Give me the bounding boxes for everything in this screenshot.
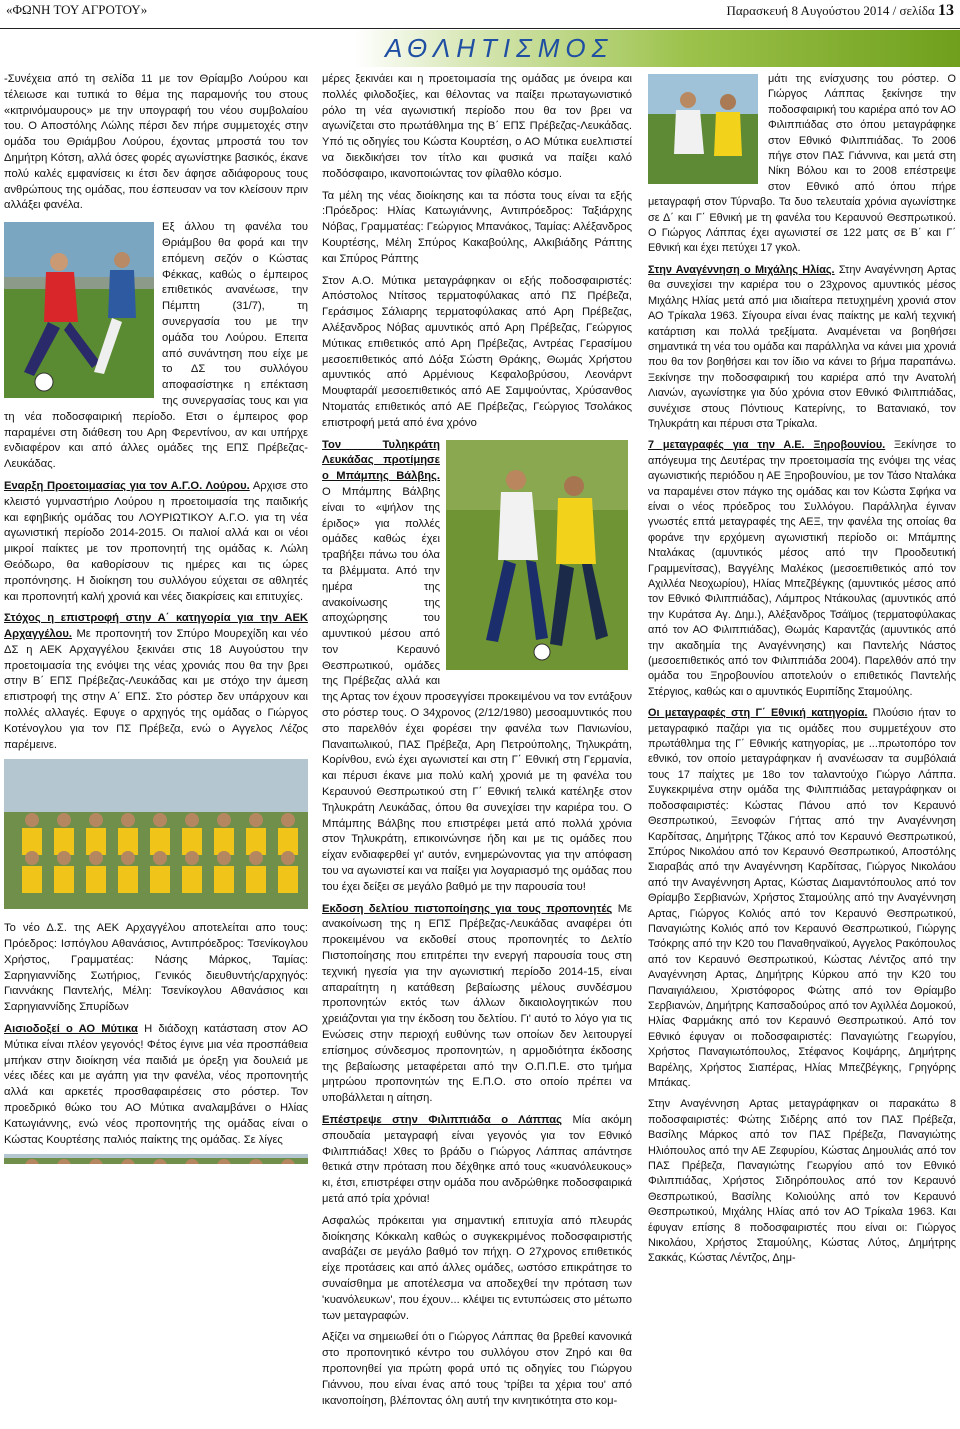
article-text: Ξεκίνησε το απόγευμα της Δευτέρας την προετοιμασία της ενόψει της νέας αγωνιστικής περιόδου η ΑΕ Ξηροβουνίου, με τον Τάσο Νταλάκα να παραμένει στον πάγκο της ομάδας και τον Κώστα Σφήκα να είναι ο νέος πρόεδρος του Συλλόγου. Παράλληλα έγιναν γνωστές επτά μεταγραφές της ΑΕΞ, την φανέλα της οποίας θα φοράνε την ερχόμενη αγωνιστική περίοδο οι: Μπάμπης Νταλάκας (αμυντικός μέσος από την Προοδευτική Γραμμενίτσας), Βαγγέλης Μαλέκος (μεσοεπιθετικός από τον Αχιλλέα Νεοχωρίου), Ηλίας Μπεζβέγκης (αμυντικός μέσος από τον Εθνικό Φιλιππιάδας), Λάμπρος Ντάκουλας (αμυντικός από την Κυράτσα Αγ. Δημ.), Αλέξανδρος Τσάϊμος (τερματοφύλακας από τον ΑΟ Φιλιππιάδας), Θωμάς Καραντζάς (αμυντικός από την ακαδημία της Αναγέννησης) και Παντελής Νάστος (μεσοεπιθετικός από τον Φιλιππιάδα 2004). Παρελθόν από την ομάδα του Ξηροβουνίου αποτελούν ο επιθετικός Παντελής Στέργιος, καθώς και ο αμυντικός Ευριπίδης Σταμούλης. <box>648 439 956 698</box>
article-text: Η διάδοχη κατάσταση στον ΑΟ Μύτικα είναι πλέον γεγονός! Φέτος έγινε μια νέα προσπάθεια μπήκαν στην διοίκηση νέα παιδιά με όρεξη για δουλειά με νέες ιδέες και με αγάπη για την φανέλα, νέος προπονητής αλλά και αρκετές προσθαφαιρέσεις στο ρόστερ. Τον προεδρικό θώκο του ΑΟ Μύτικα αναλαμβάνει ο Ηλίας Κατωγιάννης, ενώ νέος προπονητής της ομάδας είναι ο Κώστας Κουρτέσης παλιός παίκτης της ομάδας. Σε λίγες <box>4 1023 308 1146</box>
headline: Εναρξη Προετοιμασίας για τον Α.Γ.Ο. Λούρου. <box>4 479 250 492</box>
article-paragraph <box>4 611 308 753</box>
soccer-player-image <box>648 74 758 184</box>
team-photo-aek-2 <box>4 1154 308 1170</box>
section-title: ΑΘΛΗΤΙΣΜΟΣ <box>385 33 614 63</box>
section-banner <box>355 30 960 67</box>
headline: 7 μεταγραφές για την Α.Ε. Ξηροβουνίου. <box>648 439 886 452</box>
headline: Οι μεταγραφές στη Γ΄ Εθνική κατηγορία. <box>648 707 868 720</box>
article-paragraph: -Συνέχεια από τη σελίδα 11 με τον Θρίαμβο Λούρου και τέλειωσε και τυπικά το θέμα της παραμονής του στους «κιτρινόμαυρους» με την υπογραφή του νέου συμβολαίου του. Ο Αποστόλης Λώλης πέρσι δεν πήρε συμμετοχές στην ομάδα του Θριάμβου Λούρου, έχοντας μπροστά του τον Δημήτρη Κότση, αλλά όσες φορές αγωνίστηκε βασικός, έκανε πολύ καλές εμφανίσεις κι έτσι δεν άφησε αδιάφορους τους ανθρώπους της ομάδας, που έσπευσαν να τον κλείσουν πριν αλλάξει φανέλα. <box>4 73 308 212</box>
article-text: Αρχισε στο κλειστό γυμναστήριο Λούρου η προετοιμασία της παιδικής και εφηβικής ομάδας του ΛΟΥΡΙΩΤΙΚΟΥ Α.Γ.Ο. για τη νέα αγωνιστική περίοδο 2014-2015. Οι παλιοί αλλά και οι νέοι μικροί παίκτες με τον προπονητή της ομάδας κ. Λώλη Θεόδωρο, θα καθορίσουν τις ημέρες και τις ώρες προπόνησης. Η διοίκηση του συλλόγου εύχεται σε αθλητές και προπονητή καλή χρονιά και νέες διακρίσεις και επιτυχίες. <box>4 479 308 603</box>
article-text: Στην Αναγέννηση Αρτας θα συνεχίσει την καριέρα του ο 23χρονος αμυντικός μέσος Μιχάλης Ηλίας μετά από μια ιδιαίτερα πετυχημένη χρονιά στον ΑΟ Τρίκαλα 1963. Σίγουρα είναι ένας παίκτης με καλή τεχνική κατάρτιση και πολλά τρεξίματα. Αναμένεται να βοηθήσει σημαντικά τη νέα του ομάδα και παράλληλα να κάνει μια χρονιά που θα τον βοηθήσει και τον ίδιο να κάνει το βήμα παραπάνω. Ξεκίνησε την ποδοσφαιρική του καριέρα από την Ανατολή Λιανών, αγωνίστηκε για δύο χρόνια στον Εθνικό Φιλιππιάδας, συνέχισε στους Πόντιους Κατερίνης, το Βατανιακό, τον Τηλυκράτη και πέρυσι στα Τρίκαλα. <box>648 263 956 430</box>
article-paragraph <box>648 438 956 700</box>
article-paragraph: μέρες ξεκινάει και η προετοιμασία της ομάδας με όνειρα και πολλές φιλοδοξίες, και θέλοντας να παίξει πρωταγωνιστικό ρόλο τη νέα αγωνιστική περίοδο που θα τον βρει να αγωνίζεται στο πρωτάθλημα της Β΄ ΕΠΣ Πρέβεζας-Λευκάδας. Υπό τις οδηγίες του Κώστα Κουρτέση, ο ΑΟ Μύτικα ευελπιστεί να διεκδικήσει τον τίτλο και φυσικά να παίξει καλό ποδόσφαιρο, ικανοποιώντας τον φίλαθλο κόσμο. <box>322 73 632 180</box>
player-photo <box>648 74 762 186</box>
article-paragraph: Στον Α.Ο. Μύτικα μεταγράφηκαν οι εξής ποδοσφαιριστές: Απόστολος Ντίτσος τερματοφύλακας από ΠΣ Πρέβεζα, Γεράσιμος Σάλιαρης τερματοφύλακας από Αρη Πρέβεζας, Αλέξανδρος Νόβας αμυντικός από Αρη Πρέβεζας, Γεώργιος Μύτικας επιθετικός από Αρη Πρέβεζας, Αντρέας Γερασίμου μεσοεπιθετικός από Δόξα Σώστη Θράκης, Θωμάς Χρήστου αμυντικός από Αρμένιους Κεφαλοβρύσου, Λεονάρντ Μουφταράϊ μεσοεπιθετικός από ΑΕ Σαμψούντας, Χρύσανθος Ντοματάς επιθετικός από ΑΕ Πρέβεζας, Γεώργιος Τσολάκος επιστροφή μετά από ένα χρόνο <box>322 274 632 429</box>
soccer-duel-image <box>446 440 628 670</box>
column-1 <box>4 72 308 1176</box>
article-paragraph: μάτι της ενίσχυσης του ρόστερ. Ο Γιώργος Λάππας ξεκίνησε την ποδοσφαιρική του καριέρα από τον ΑΟ Φιλιππιάδας στο όπου μεταγράφηκε στον Εθνικό Φιλιππιάδας. Το 2006 πήγε στον ΠΑΣ Γιάννινα, και μετά στη Νίκη Βόλου και το 2008 επέστρεψε στον Εθνικό από όπου πήρε μεταγραφή στον Τύρναβο. Τα δυο τελευταία χρόνια αγωνίστηκε σε Δ΄ και Γ΄ Εθνική με τη φανέλα του Κεραυνού Θεσπρωτικού. Ο Γιώργος Λάππας έχει αγωνιστεί σε 122 ματς σε Β΄ και Γ΄ Εθνική και έχει πετύχει 17 γκολ. <box>648 73 956 255</box>
headline: Επέστρεψε στην Φιλιππιάδα ο Λάππας <box>322 1114 562 1126</box>
page-date-info <box>726 2 954 20</box>
article-paragraph: Ασφαλώς πρόκειται για σημαντική επιτυχία από πλευράς διοίκησης Κόκκαλη καθώς ο συγκεκριμένος ποδοσφαιριστής αναβάζει σε μεγάλο βαθμό τον πήχη. Ο 27χρονος επιθετικός είχε προτάσεις και από άλλες ομάδες, ωστόσο επικράτησε το συναίσθημα με αποτέλεσμα να αποδεχθεί την πρόταση των 'κυανόλευκων', που έχουν... κλέψει τις εντυπώσεις στο μέτωπο των μεταγραφών. <box>322 1214 632 1322</box>
player-photo <box>4 222 154 400</box>
article-text: Με ανακοίνωση της η ΕΠΣ Πρέβεζας-Λευκάδας αναφέρει ότι προκειμένου να εκδοθεί στους προπονητές το Δελτίο Πιστοποίησης που επιτρέπει την ενεργή παρουσία τους στη τεχνική ηγεσία για την αγωνιστική περίοδο 2014-15, είναι απαραίτητη η κατάθεση βεβαίωσης μέλους συνδέσμου προπονητών εκτός των άλλων δικαιολογητικών που χρειάζονται για την έκδοση του δελτίου. Γι' αυτό το λόγο για τις Ενώσεις στην περιοχή ευθύνης των οποίων δεν λειτουργεί επίσημος σύνδεσμος προπονητών, η αρμοδιότητα έκδοσης της βεβαίωσης μεταφέρεται από την Ο.Π.Π.Ε. στο τμήμα μητρώου προπονητών της Ε.Π.Ο. στο οποίο πρέπει να υποβάλλεται η αίτηση. <box>322 902 632 1105</box>
article-paragraph <box>648 706 956 1091</box>
headline: Στην Αναγέννηση ο Μιχάλης Ηλίας. <box>648 263 835 276</box>
headline: Τον Τυληκράτη Λευκάδας προτίμησε ο Μπάμπης Βάλβης. <box>322 438 440 483</box>
article-paragraph: Τα μέλη της νέας διοίκησης και τα πόστα τους είναι τα εξής :Πρόεδρος: Ηλίας Κατωγιάννης, Αντιπρόεδρος: Ταξιάρχης Νόβας, Γραμματέας: Γεώργιος Μπανάκος, Ταμίας: Αλέξανδρος Κουρτέσης, Μέλη Σπύρος Κακαβούλης, Αλκιβιάδης Ράπτης και Σπύρος Ράπτης <box>322 189 632 265</box>
player-photo <box>446 440 632 672</box>
headline: Στόχος η επιστροφή στην Α΄ κατηγορία για την ΑΕΚ Αρχαγγέλου. <box>4 612 308 641</box>
article-paragraph: Εξ άλλου τη φανέλα του Θριάμβου θα φορά και την επόμενη σεζόν ο Κώστας Φέκκας, καθώς ο έμπειρος επιθετικός ανανέωσε, την Πέμπτη (31/7), τη συνεργασία του με την ομάδα του Λούρου. Επειτα από συνάντηση που είχε με το ΔΣ του συλλόγου αποφασίστηκε η επέκταση της συνεργασίας τους και για τη νέα ποδοσφαιρική περίοδο. Ετσι ο έμπειρος φορ παραμένει στη διάθεση του Αρη Φερεντίνου, αν και υπήρχε ενδιαφέρον και από άλλες ομάδες της ΕΠΣ Πρέβεζας-Λευκάδας. <box>4 221 308 471</box>
headline: Αισιοδοξεί ο ΑΟ Μύτικα <box>4 1023 138 1036</box>
article-paragraph: Αξίζει να σημειωθεί ότι ο Γιώργος Λάππας θα βρεθεί κανονικά στο προπονητικό κέντρο του συλλόγου στον Ζηρό και θα προπονηθεί για πρώτη φορά υπό τις οδηγίες του Γιώργου Γιάννου, που είναι ένας από τους 'τρίβει τα χέρια του' από ικανοποίηση, βλέποντας όλη αυτή την κινητικότητα στο κομ- <box>322 1331 632 1407</box>
newspaper-name: «ΦΩΝΗ ΤΟΥ ΑΓΡΟΤΟΥ» <box>6 2 148 17</box>
article-paragraph <box>4 479 308 605</box>
column-2 <box>322 72 632 1415</box>
article-paragraph <box>322 1113 632 1208</box>
article-paragraph <box>322 902 632 1107</box>
soccer-action-image <box>4 222 154 398</box>
page-date: Παρασκευή 8 Αυγούστου 2014 / σελίδα <box>726 3 935 18</box>
article-text: Μία ακόμη σπουδαία μεταγραφή είναι γεγονός για τον Εθνικό Φιλιππιάδας! Χθες το βράδυ ο Γιώργος Λάππας απάντησε θετικά στην πρόταση που δέχθηκε από τους «κυανόλευκους» κι, έτσι, επιστρέφει στην ομάδα που ανδρώθηκε ποδοσφαιρικά μετά από τρία χρόνια! <box>322 1114 633 1205</box>
article-paragraph: Το νέο Δ.Σ. της ΑΕΚ Αρχαγγέλου αποτελείται απο τους: Πρόεδρος: Ισπόγλου Αθανάσιος, Αντιπρόεδρος: Τσενίκογλου Χρήστος, Γραμματέας: Νάσης Μάρκος, Ταμίας: Σαρηγιαννίδης Σωτήριος, Γενικός διευθυντής/αρχηγός: Γιαννάκης Παντελής, Μέλη: Τσενίκογλου Αθανάσιος και Σαρηγιαννίδης Σπυρίδων <box>4 922 308 1014</box>
article-paragraph <box>4 1022 308 1148</box>
article-paragraph: Στην Αναγέννηση Αρτας μεταγράφηκαν οι παρακάτω 8 ποδοσφαιριστές: Φώτης Σιδέρης από τον ΠΑΣ Πρέβεζα, Βασίλης Μάρκος από τον ΠΑΣ Πρέβεζα, Παναγιώτης Ηλιόπουλος από την ΑΕ Ζεφυρίου, Κώστας Δημουλιάς από τον ΠΑΣ Πρέβεζα, Παναγιώτης Γεωργίου από τον Εθνικό Φιλιππιάδας, Χρήστος Σιδηρόπουλος από τον Κεραυνό Θεσπρωτικού, Βασίλης Κολιούλης από τον Κεραυνό Θεσπρωτικού, Μιχάλης Ηλίας από τον ΑΟ Τρίκαλα 1963. Και έφυγαν επίσης 8 ποδοσφαιριστές που είναι οι: Γιώργος Νικολάου, Χρήστος Σταμούλης, Κώστας Λύτος, Δημήτρης Σακκάς, Κώστας Λέντζος, Δημ- <box>648 1098 956 1265</box>
article-paragraph <box>648 263 956 432</box>
article-text: Ο Μπάμπης Βάλβης είναι το «ψήλον της έριδος» για πολλές ομάδες καθώς έχει τραβήξει πάνω του όλα τα βλέμματα. Από την ημέρα της ανακοίνωσης της αποχώρησης του αμυντικού μέσου από τον Κεραυνό Θεσπρωτικού, ομάδες της Πρέβεζας αλλά και της Αρτας τον έχουν προσεγγίσει προκειμένου να τον εντάξουν στο ρόστερ τους. Ο 34χρονος (2/12/1980) μεσοαμυντικός που στο παρελθόν έχει φορέσει την φανέλα των Πανιωνίου, Παναιτωλικού, ΠΑΣ Πρέβεζα, Αρη Πετρούπολης, Τηλυκράτη, Κορίνθου, ενώ έχει αγωνιστεί και στη Γ΄ Εθνική στη Γερμανία, και πέρυσι έκανε μια πολύ καλή χρονιά με τη φανέλα του Κεραυνού Θεσπρωτικού στη Γ΄ Εθνική τελικά κατέληξε στον Τηλυκράτη Λευκάδας, όπου θα συνεχίσει την καριέρα του. Ο Μπάμπης Βάλβης που επιστρέφει μετά από πολλά χρόνια στον Τηλυκράτη, επικοινώνησε ήδη και με τις ομάδες που είχαν ενδιαφερθεί γι' αυτόν, ενημερώνοντας για την απόφαση του να αγωνιστεί και να παίξει για λογαριασμό της ομάδας που του έχει δείξει σε μεγάλο βαθμό με την παρουσία του! <box>322 485 632 893</box>
team-photo-aek <box>4 759 308 915</box>
article-text: Πλούσιο ήταν το μεταγραφικό παζάρι για τις ομάδες που συμμετέχουν στο πρωτάθλημα της Γ΄ Εθνικής κατηγορίας, με ...πρωτοπόρο τον εθνικό, τον οποίο μεταγράφηκαν ή ανανέωσαν τα συμβόλαιά τους 17 παίχτες με 18ο τον ταλαντούχο Γιώργο Λάππα. Συγκεκριμένα στην ομάδα της Φιλιππιάδας μεταγράφηκαν οι ποδοσφαιριστές: Κώστας Πάνου από τον Κεραυνό Θεσπρωτικού, Ξενοφών Γήττας από την Αναγέννηση Καρδίτσας, Δημήτρης Τζάκος από τον Κεραυνό Θεσπρωτικού, Σπύρος Νικολάου από τον Κεραυνό Θεσπρωτικού, Αποστόλης Σιαραβάς από την Αναγέννηση Καρδίτσας, Γιώργος Νικολάου από την Αναγέννηση Αρτας, Κώστας Διαμαντόπουλος από τον Θρίαμβο Σερβιανών, Χρήστος Σταμούλης από την Αναγέννηση Αρτας, Γιώργος Κολιός από τον Κεραυνό Θεσπρωτικού, Παναγιώτης Κολιός από τον Κεραυνό Θεσπρωτικού, Γιώργης Τσόκρης από την Κ20 του Παναθηναϊκού, Αγγελος Ρακόπουλος από τον Κεραυνό Θεσπρωτικού, Κώστας Λέντζος από την Αναγέννηση Αρτας, Δημήτρης Κύρκου από την Κ20 του Παναιγιάλειου, Χριστόφορος Φώτης από τον Θρίαμβο Σερβιανών, Δημήτρης Καπσαδούρος από τον Αχιλλέα Δομοκού, Ηλίας Φαρμάκης από τον Κεραυνό Θεσπρωτικού. Από τον Εθνικό έφυγαν οι ποδοσφαιριστές: Παναγιώτης Γεωργίου, Χρήστος Παναγιωτόπουλος, Στέφανος Κοψάρης, Δημήτρης Βαρέλης, Χρήστος Σιαπέρας, Ηλίας Μπεζβέγκης, Γρηγόρης Μπάκας. <box>648 707 956 1089</box>
column-3 <box>648 72 956 1273</box>
page-header <box>0 0 960 29</box>
article-text: Με προπονητή τον Σπύρο Μουρεχίδη και νέο ΔΣ η ΑΕΚ Αρχαγγέλου ξεκινάει στις 18 Αυγούστου την προετοιμασία της ενόψει της νέας χρονιάς που θα την βρει στην Β΄ ΕΠΣ Πρέβεζας-Λευκάδας και με στόχο την άμεση επιστροφή της στην Α΄ ΕΠΣ. Στο ρόστερ δεν υπάρχουν και πολλές αλλαγές. Εφυγε ο αρχηγός της ομάδας ο Γιώργος Κοτένογλου για τον ΠΣ Πρέβεζα, ενώ ο Αγγελος Λέζος παρέμεινε. <box>4 628 308 751</box>
page-number: 13 <box>938 2 954 19</box>
headline: Εκδοση δελτίου πιστοποίησης για τους προπονητές <box>322 902 613 915</box>
